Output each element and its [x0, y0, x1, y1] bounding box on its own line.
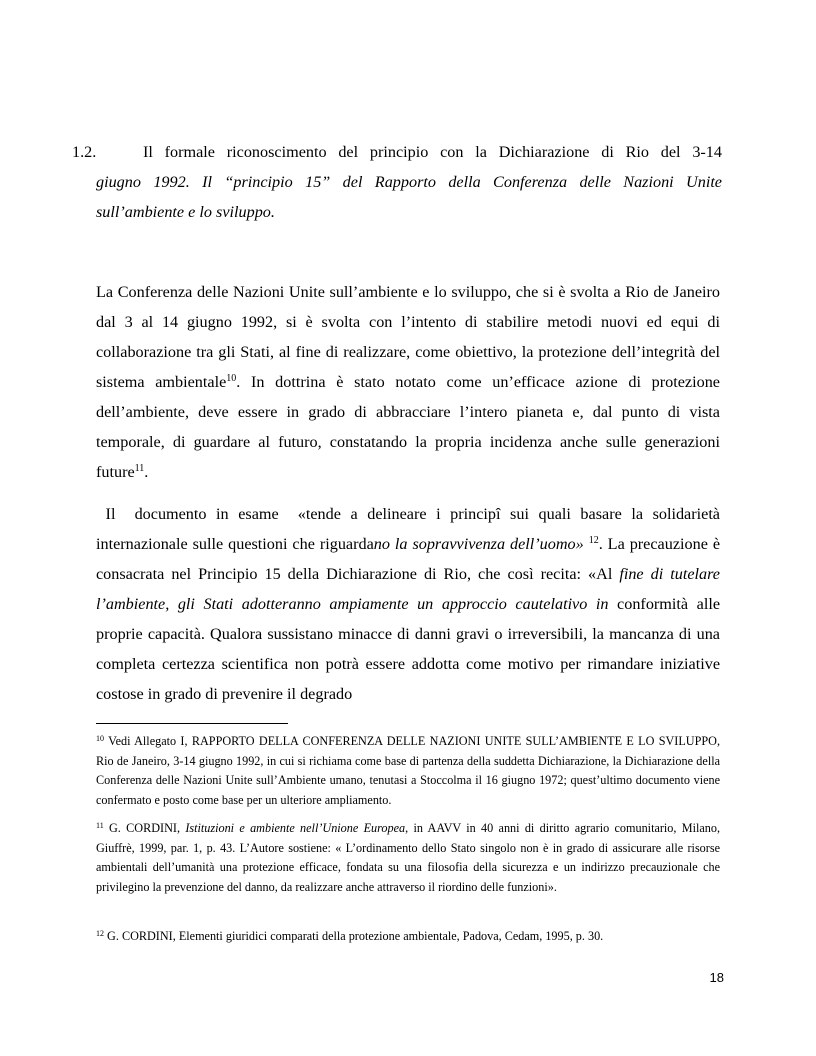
paragraph-1-text-b: . In dottrina è stato notato come un’efficace azione di protezione dell’ambiente, deve essere in grado di abbracciare l’intero pianeta e, dal punto di vista temporale, di guardare al futuro, constatando la propria incidenza anche sulle generazioni future [96, 373, 720, 481]
footnote-10-text: Vedi Allegato I, RAPPORTO DELLA CONFERENZA DELLE NAZIONI UNITE SULL’AMBIENTE E LO SVILUPPO, Rio de Janeiro, 3-14 giugno 1992, in cui si richiama come base di partenza della suddetta Dichiarazione, la Dichiarazione della Conferenza delle Nazioni Unite sull’Ambiente umano, tenutasi a Stoccolma il 16 giugno 1972; quest’ultimo documento viene confermato e posto come base per un ulteriore ampliamento. [96, 734, 720, 807]
footnote-12-author-rest: ORDINI [130, 929, 173, 943]
footnote-11-author-initial: G. C [103, 821, 135, 835]
footnote-12-author-initial: G. C [104, 929, 131, 943]
footnote-11: $^{11}$ G. CORDINI, Istituzioni e ambiente nell’Unione Europea, in AAVV in 40 anni di diritto agrario comunitario, Milano, Giuffrè, 1999, par. 1, p. 43. L’Autore sostiene: « L’ordinamento dello Stato singolo non è in grado di assicurare alle risorse ambientali dell’umanità una protezione efficace, fondata su una filosofia della sicurezza e un indirizzo precauzionale che privilegino la prevenzione del danno, da realizzare anche attraverso il riordino delle funzioni». [96, 821, 721, 894]
paragraph-2-text-c: conformità alle proprie capacità. Qualora sussistano minacce di danni gravi o irreversibili, la mancanza di una completa certezza scientifica non potrà essere addotta come motivo per rimandare iniziative costose in grado di prevenire il degrado [96, 595, 720, 703]
footnote-separator [96, 723, 288, 724]
section-heading [72, 137, 722, 227]
footnote-12 [96, 927, 720, 947]
footnote-11-author-rest: ORDINI [134, 821, 177, 835]
paragraph-1-text-c: . [144, 463, 149, 481]
paragraph-2-text-a: Il documento in esame «tende a delineare i principî sui quali basare la solidarietà internazionale sulle questioni che riguarda [96, 505, 720, 553]
section-title [96, 137, 722, 227]
footnote-ref-12[interactable]: 12 [588, 535, 599, 546]
section-number: 1.2. [72, 143, 97, 161]
footnote-10-number: 10 [96, 734, 104, 743]
footnote-11-title: Istituzioni e ambiente nell’Unione Europea [185, 821, 406, 835]
footnote-11-number: 11 [96, 821, 104, 830]
footnote-12-number: 12 [96, 929, 104, 938]
paragraph-2-italic-a: no la sopravvivenza dell’uomo» [373, 535, 584, 553]
page-number: 18 [709, 970, 724, 985]
footnote-ref-10[interactable]: 10 [226, 373, 237, 384]
paragraph-2-text-b: . La precauzione è consacrata nel Principio 15 della Dichiarazione di Rio, che così recita: «Al [96, 535, 721, 583]
section-title-line1: Il formale riconoscimento del principio con la Dichiarazione di Rio del 3-14 [143, 143, 722, 161]
footnote-10 [96, 732, 720, 810]
footnote-12-text: , Elementi giuridici comparati della protezione ambientale, Padova, Cedam, 1995, p. 30. [172, 929, 604, 943]
footnote-ref-11[interactable]: 11 [134, 463, 145, 474]
paragraph-2 [96, 499, 720, 709]
paragraph-1-text-a: La Conferenza delle Nazioni Unite sull’ambiente e lo sviluppo, che si è svolta a Rio de Janeiro dal 3 al 14 giugno 1992, si è svolta con l’intento di stabilire metodi nuovi ed equi di collaborazione tra gli Stati, al fine di realizzare, come obiettivo, la protezione dell’integrità del sistema ambientale [96, 283, 720, 391]
section-title-italic: giugno 1992. Il “principio 15” del Rapporto della Conferenza delle Nazioni Unite sull’ambiente e lo sviluppo. [96, 173, 722, 221]
paragraph-1 [96, 277, 720, 487]
paragraph-2-italic-b: fine di tutelare l’ambiente, gli Stati adotteranno ampiamente un approccio cautelativo in [96, 565, 720, 613]
footnote-11-text: , in AAVV in 40 anni di diritto agrario comunitario, Milano, Giuffrè, 1999, par. 1, p. 43. L’Autore sostiene: « L’ordinamento dello Stato singolo non è in grado di assicurare alle risorse ambientali dell’umanità una protezione efficace, fondata su una filosofia della sicurezza e un indirizzo precauzionale che privilegino la prevenzione del danno, da realizzare anche attraverso il riordino delle funzioni». [96, 821, 721, 894]
